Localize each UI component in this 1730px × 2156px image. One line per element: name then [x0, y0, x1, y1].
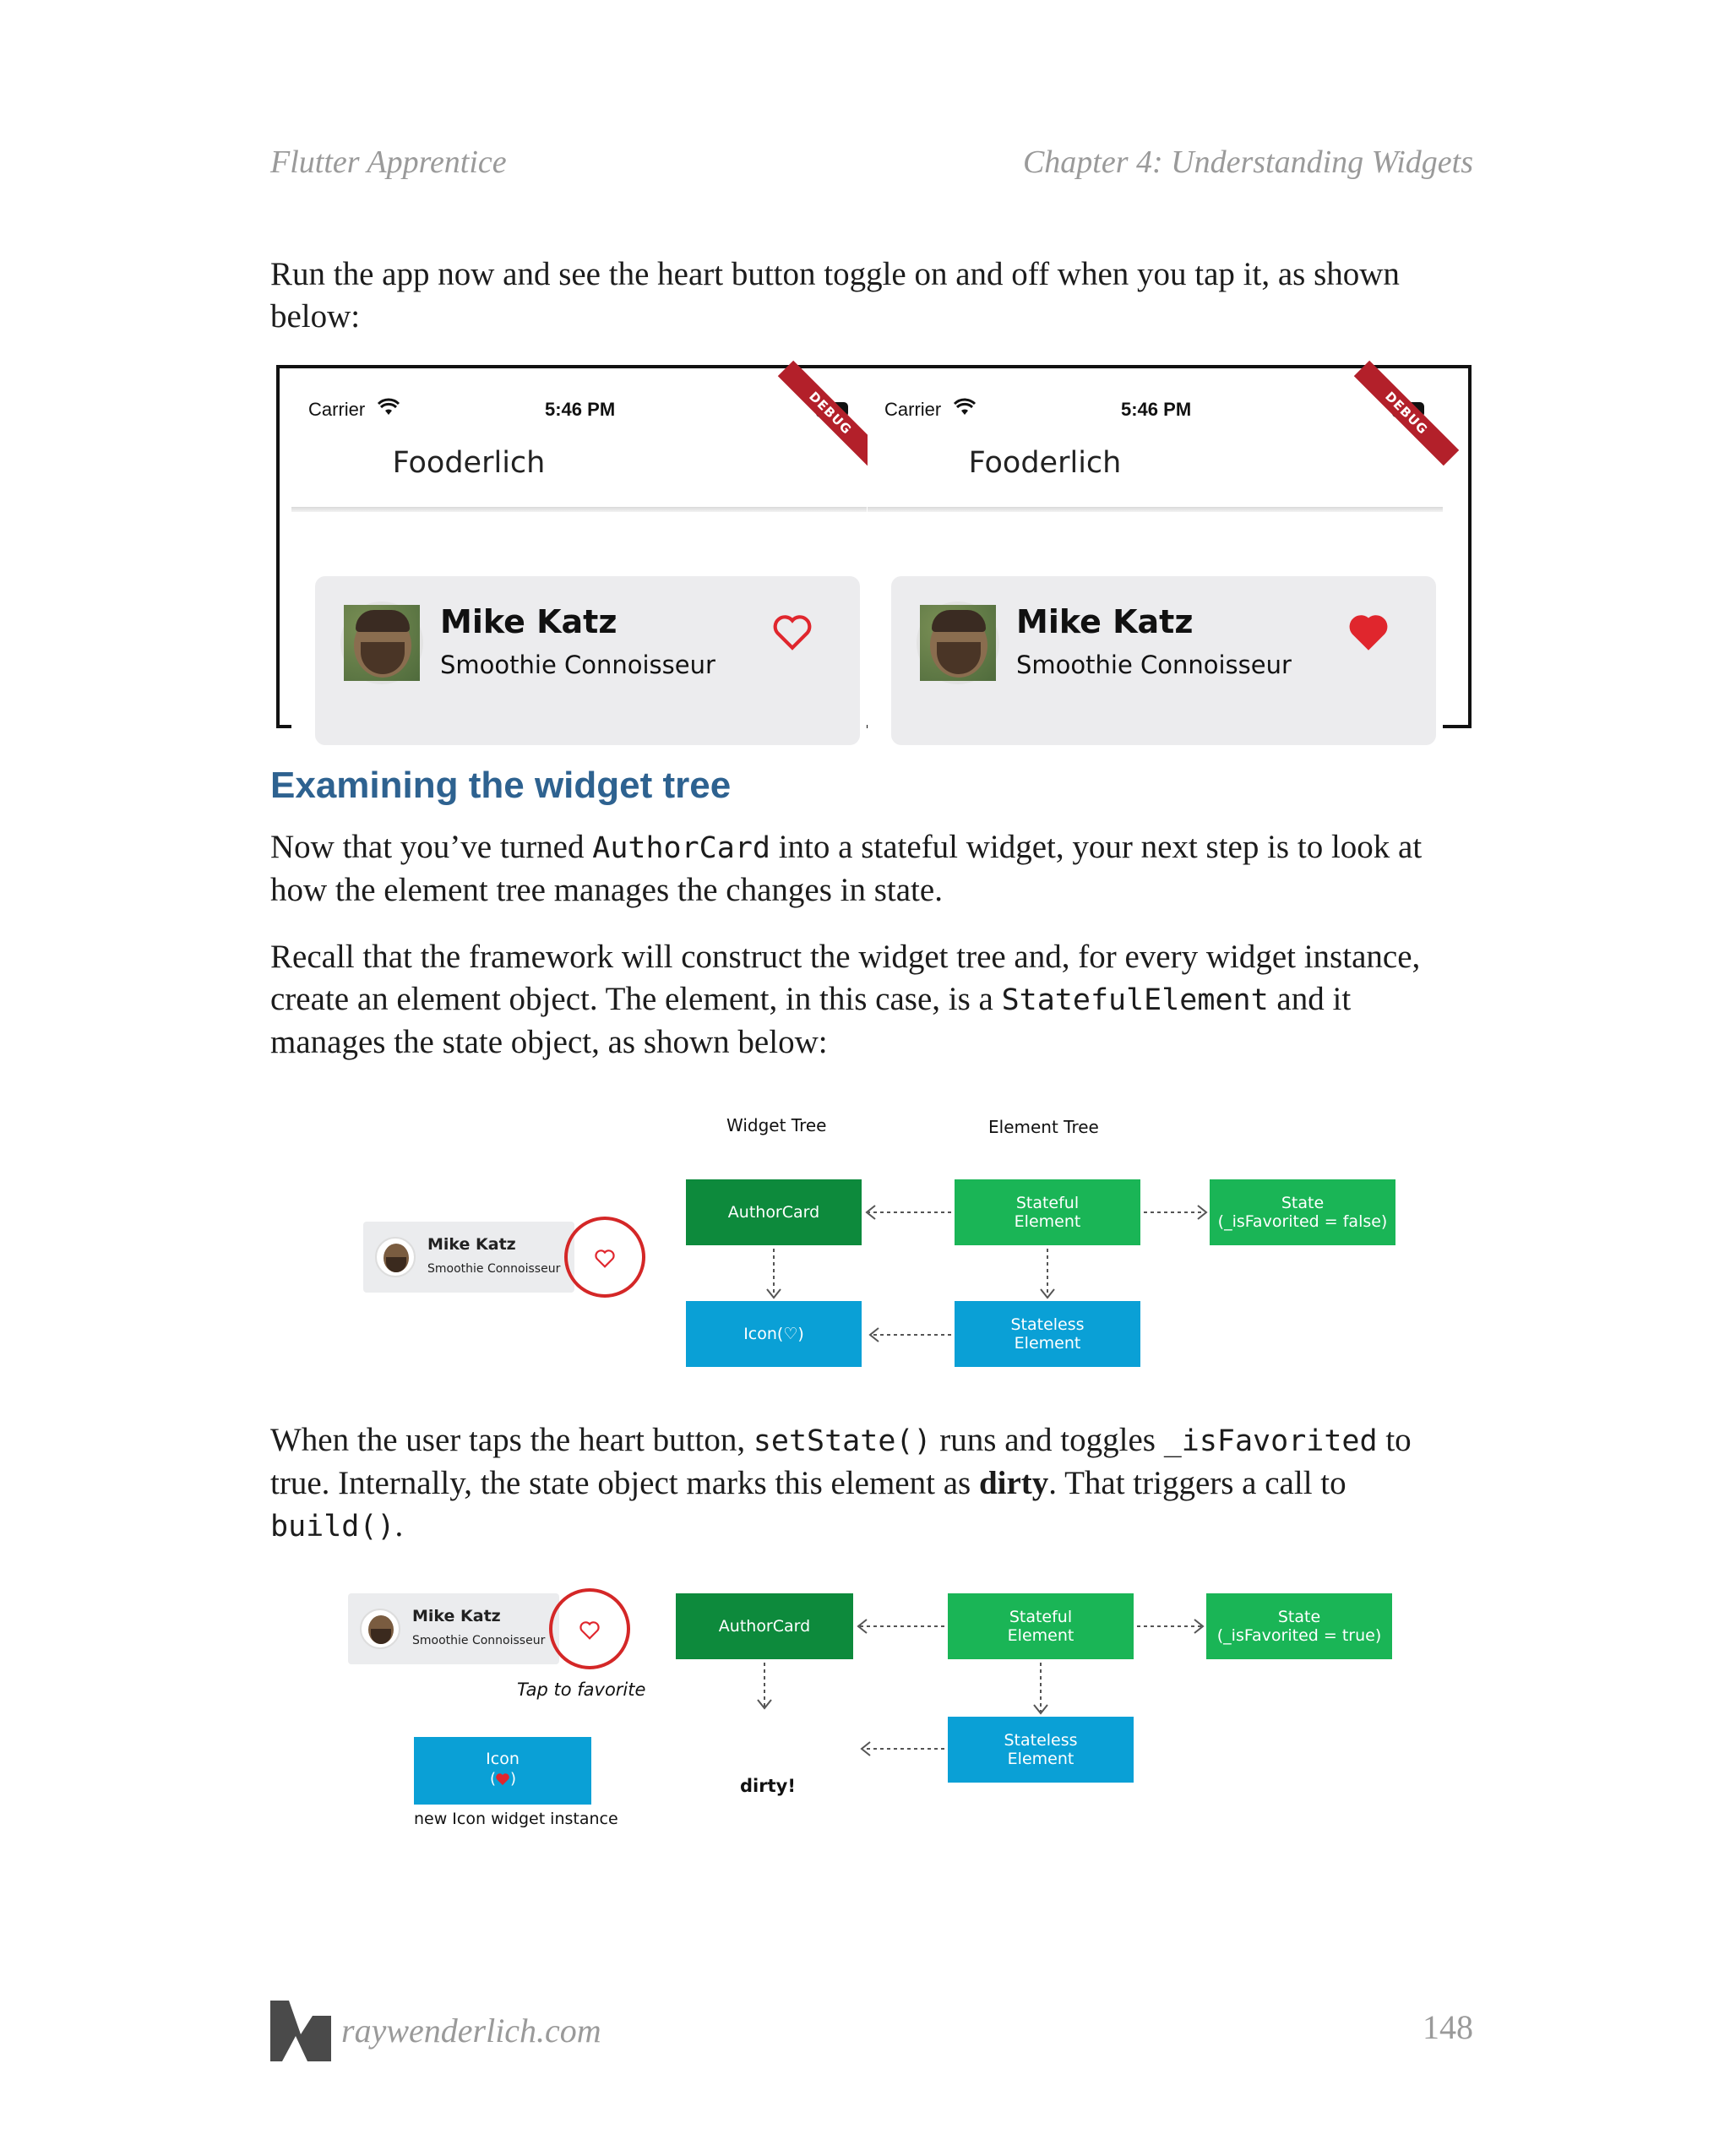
phone-unfavorited	[291, 368, 867, 732]
avatar	[917, 602, 999, 684]
app-bar-divider	[868, 507, 1443, 512]
carrier-label: Carrier	[308, 399, 366, 420]
intro-paragraph: Run the app now and see the heart button toggle on and off when you tap it, as shown below:	[270, 256, 1400, 335]
stateful-element-box: Stateful Element	[948, 1593, 1134, 1659]
section-heading: Examining the widget tree	[270, 765, 732, 806]
phone-favorited	[868, 368, 1443, 732]
running-header-chapter-title: Chapter 4: Understanding Widgets	[1022, 144, 1473, 180]
element-tree-label: Element Tree	[988, 1117, 1099, 1137]
carrier-label: Carrier	[884, 399, 942, 420]
mini-author-name: Mike Katz	[427, 1235, 516, 1254]
raywenderlich-logo-icon	[270, 2001, 331, 2061]
mini-author-subtitle: Smoothie Connoisseur	[412, 1634, 546, 1647]
dirty-element-diagram	[338, 1580, 1402, 1850]
page-number: 148	[1423, 2008, 1473, 2046]
inline-code: build()	[270, 1510, 395, 1544]
paragraph-stateful-intro: Now that you’ve turned AuthorCard into a stateful widget, your next step is to look at how the element tree manages the changes in state.	[270, 829, 1423, 908]
widget-tree-label: Widget Tree	[726, 1115, 827, 1135]
author-name: Mike Katz	[440, 603, 617, 640]
diagram-arrows	[338, 1580, 1402, 1850]
inline-code: AuthorCard	[592, 831, 770, 865]
new-icon-title: Icon	[486, 1749, 520, 1768]
paragraph-set-state: When the user taps the heart button, setState() runs and toggles _isFavorited to true. Internally, the state object marks this element as dirty. That triggers a call to build().	[270, 1422, 1412, 1544]
tap-to-favorite-label: Tap to favorite	[517, 1680, 646, 1700]
stateless-element-box: Stateless Element	[948, 1717, 1134, 1783]
author-card	[315, 576, 860, 745]
avatar	[340, 602, 423, 684]
app-screenshot	[276, 365, 1472, 728]
heart-outline-icon[interactable]	[771, 612, 822, 659]
status-bar	[291, 394, 867, 424]
status-bar	[868, 394, 1443, 424]
debug-banner: DEBUG	[778, 361, 883, 466]
footer-url[interactable]: raywenderlich.com	[341, 2012, 601, 2050]
svg-text:(: (	[490, 1769, 497, 1788]
author-card	[891, 576, 1436, 745]
app-bar-title: Fooderlich	[392, 446, 546, 480]
new-icon-caption: new Icon widget instance	[414, 1810, 618, 1828]
svg-text:): )	[510, 1769, 517, 1788]
heart-filled-icon[interactable]	[1347, 612, 1398, 659]
clock: 5:46 PM	[1121, 399, 1192, 420]
app-bar-divider	[291, 507, 867, 512]
state-box: State (_isFavorited = true)	[1206, 1593, 1392, 1659]
clock: 5:46 PM	[545, 399, 616, 420]
author-card-widget-box: AuthorCard	[686, 1179, 862, 1245]
mini-author-name: Mike Katz	[412, 1607, 501, 1625]
bold-term: dirty	[978, 1465, 1049, 1501]
inline-code: setState()	[753, 1424, 932, 1458]
wifi-icon	[378, 400, 400, 421]
author-card-widget-box: AuthorCard	[676, 1593, 853, 1659]
diagram-arrows	[355, 1098, 1402, 1386]
inline-code: StatefulElement	[1001, 983, 1269, 1017]
author-subtitle: Smoothie Connoisseur	[1016, 651, 1292, 679]
debug-banner: DEBUG	[1354, 361, 1459, 466]
state-box: State (_isFavorited = false)	[1210, 1179, 1395, 1245]
icon-widget-box: Icon(♡)	[686, 1301, 862, 1367]
dirty-label: dirty!	[740, 1776, 796, 1796]
mini-author-subtitle: Smoothie Connoisseur	[427, 1262, 561, 1276]
paragraph-element-tree: Recall that the framework will construct the widget tree and, for every widget instance, create an element object. The element, in this case, is a StatefulElement and it manages the state object, as shown below:	[270, 939, 1421, 1060]
widget-element-tree-diagram	[355, 1098, 1402, 1386]
running-header-book-title: Flutter Apprentice	[270, 144, 507, 180]
inline-code: _isFavorited	[1163, 1424, 1378, 1458]
author-subtitle: Smoothie Connoisseur	[440, 651, 715, 679]
stateless-element-box: Stateless Element	[955, 1301, 1140, 1367]
stateful-element-box: Stateful Element	[955, 1179, 1140, 1245]
author-name: Mike Katz	[1016, 603, 1194, 640]
wifi-icon	[954, 400, 976, 421]
app-bar-title: Fooderlich	[968, 446, 1122, 480]
